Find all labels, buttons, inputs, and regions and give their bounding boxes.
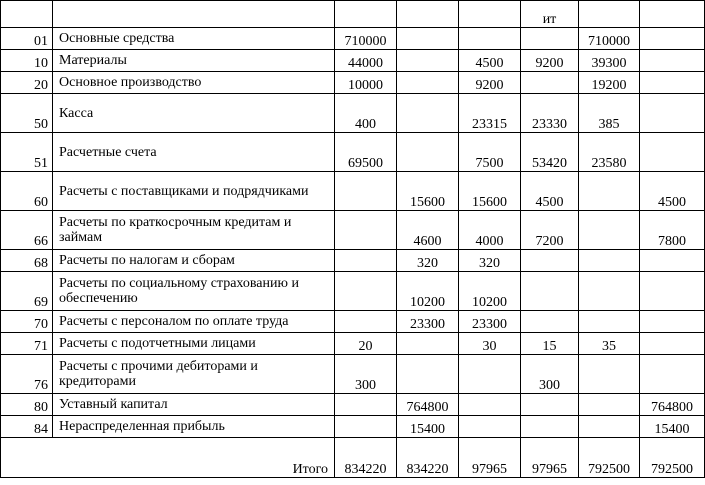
header-cell-3 bbox=[459, 1, 521, 28]
amount-cell-2: 10200 bbox=[397, 272, 459, 311]
account-code: 01 bbox=[1, 28, 53, 50]
account-code: 66 bbox=[1, 211, 53, 250]
account-code: 10 bbox=[1, 50, 53, 72]
table-row bbox=[1, 211, 705, 250]
total-amount-2: 834220 bbox=[397, 438, 459, 478]
amount-cell-1 bbox=[335, 394, 397, 416]
amount-cell-5: 23580 bbox=[579, 133, 640, 172]
table-row bbox=[1, 50, 705, 72]
table-row bbox=[1, 333, 705, 355]
amount-cell-1: 400 bbox=[335, 94, 397, 133]
amount-cell-2 bbox=[397, 72, 459, 94]
amount-cell-6 bbox=[640, 355, 705, 394]
amount-cell-4 bbox=[521, 28, 579, 50]
amount-cell-1 bbox=[335, 250, 397, 272]
amount-cell-2 bbox=[397, 50, 459, 72]
total-amount-5: 792500 bbox=[579, 438, 640, 478]
amount-cell-6: 7800 bbox=[640, 211, 705, 250]
amount-cell-2: 15600 bbox=[397, 172, 459, 211]
amount-cell-4 bbox=[521, 72, 579, 94]
amount-cell-1: 10000 bbox=[335, 72, 397, 94]
amount-cell-2: 23300 bbox=[397, 311, 459, 333]
total-amount-1: 834220 bbox=[335, 438, 397, 478]
account-code: 80 bbox=[1, 394, 53, 416]
header-cell-2 bbox=[397, 1, 459, 28]
amount-cell-1 bbox=[335, 311, 397, 333]
amount-cell-5: 385 bbox=[579, 94, 640, 133]
amount-cell-6 bbox=[640, 28, 705, 50]
account-code: 76 bbox=[1, 355, 53, 394]
amount-cell-3 bbox=[459, 355, 521, 394]
table-row bbox=[1, 355, 705, 394]
amount-cell-6 bbox=[640, 133, 705, 172]
amount-cell-5 bbox=[579, 272, 640, 311]
amount-cell-5: 39300 bbox=[579, 50, 640, 72]
total-amount-3: 97965 bbox=[459, 438, 521, 478]
table-row bbox=[1, 172, 705, 211]
amount-cell-1: 300 bbox=[335, 355, 397, 394]
total-label: Итого bbox=[1, 438, 335, 478]
table-row bbox=[1, 133, 705, 172]
amount-cell-1 bbox=[335, 416, 397, 438]
amount-cell-5: 35 bbox=[579, 333, 640, 355]
account-name: Расчеты с поставщиками и подрядчиками bbox=[53, 172, 335, 211]
table-header-row bbox=[1, 1, 705, 28]
amount-cell-3: 9200 bbox=[459, 72, 521, 94]
account-code: 50 bbox=[1, 94, 53, 133]
amount-cell-6: 4500 bbox=[640, 172, 705, 211]
amount-cell-4: 53420 bbox=[521, 133, 579, 172]
amount-cell-4: 4500 bbox=[521, 172, 579, 211]
amount-cell-5 bbox=[579, 416, 640, 438]
table-row bbox=[1, 272, 705, 311]
amount-cell-2 bbox=[397, 333, 459, 355]
amount-cell-4: 7200 bbox=[521, 211, 579, 250]
amount-cell-5 bbox=[579, 250, 640, 272]
amount-cell-6: 764800 bbox=[640, 394, 705, 416]
amount-cell-6 bbox=[640, 72, 705, 94]
account-name: Нераспределенная прибыль bbox=[53, 416, 335, 438]
account-name: Касса bbox=[53, 94, 335, 133]
amount-cell-4: 23330 bbox=[521, 94, 579, 133]
table-row bbox=[1, 250, 705, 272]
amount-cell-3: 4500 bbox=[459, 50, 521, 72]
amount-cell-4 bbox=[521, 394, 579, 416]
amount-cell-2 bbox=[397, 28, 459, 50]
account-name: Основные средства bbox=[53, 28, 335, 50]
total-amount-6: 792500 bbox=[640, 438, 705, 478]
account-name: Расчеты по налогам и сборам bbox=[53, 250, 335, 272]
account-code: 69 bbox=[1, 272, 53, 311]
amount-cell-2: 320 bbox=[397, 250, 459, 272]
account-name: Материалы bbox=[53, 50, 335, 72]
amount-cell-3: 23315 bbox=[459, 94, 521, 133]
account-name: Расчеты с прочими дебиторами и кредиторами bbox=[53, 355, 335, 394]
table-row bbox=[1, 394, 705, 416]
amount-cell-5 bbox=[579, 172, 640, 211]
amount-cell-3 bbox=[459, 394, 521, 416]
amount-cell-3: 4000 bbox=[459, 211, 521, 250]
amount-cell-6 bbox=[640, 94, 705, 133]
table-row bbox=[1, 72, 705, 94]
table-row bbox=[1, 28, 705, 50]
account-name: Основное производство bbox=[53, 72, 335, 94]
amount-cell-1: 20 bbox=[335, 333, 397, 355]
header-cell-code bbox=[1, 1, 53, 28]
amount-cell-6 bbox=[640, 50, 705, 72]
header-cell-1 bbox=[335, 1, 397, 28]
amount-cell-3: 23300 bbox=[459, 311, 521, 333]
amount-cell-1 bbox=[335, 211, 397, 250]
account-name: Уставный капитал bbox=[53, 394, 335, 416]
amount-cell-1: 44000 bbox=[335, 50, 397, 72]
amount-cell-3: 7500 bbox=[459, 133, 521, 172]
account-code: 20 bbox=[1, 72, 53, 94]
total-amount-4: 97965 bbox=[521, 438, 579, 478]
account-name: Расчеты с персоналом по оплате труда bbox=[53, 311, 335, 333]
account-name: Расчетные счета bbox=[53, 133, 335, 172]
amount-cell-1: 710000 bbox=[335, 28, 397, 50]
account-name: Расчеты по социальному страхованию и обеспечению bbox=[53, 272, 335, 311]
account-name: Расчеты с подотчетными лицами bbox=[53, 333, 335, 355]
amount-cell-1: 69500 bbox=[335, 133, 397, 172]
account-code: 68 bbox=[1, 250, 53, 272]
account-code: 70 bbox=[1, 311, 53, 333]
amount-cell-2 bbox=[397, 133, 459, 172]
amount-cell-5 bbox=[579, 355, 640, 394]
amount-cell-5: 710000 bbox=[579, 28, 640, 50]
table-row bbox=[1, 311, 705, 333]
amount-cell-4: 300 bbox=[521, 355, 579, 394]
amount-cell-2: 15400 bbox=[397, 416, 459, 438]
amount-cell-4: 15 bbox=[521, 333, 579, 355]
header-cell-5 bbox=[579, 1, 640, 28]
amount-cell-5 bbox=[579, 211, 640, 250]
amount-cell-1 bbox=[335, 172, 397, 211]
amount-cell-4: 9200 bbox=[521, 50, 579, 72]
amount-cell-6: 15400 bbox=[640, 416, 705, 438]
amount-cell-4 bbox=[521, 311, 579, 333]
header-cell-6 bbox=[640, 1, 705, 28]
table-row bbox=[1, 94, 705, 133]
amount-cell-4 bbox=[521, 272, 579, 311]
account-code: 51 bbox=[1, 133, 53, 172]
amount-cell-4 bbox=[521, 250, 579, 272]
amount-cell-2: 4600 bbox=[397, 211, 459, 250]
amount-cell-6 bbox=[640, 311, 705, 333]
amount-cell-3 bbox=[459, 416, 521, 438]
amount-cell-3 bbox=[459, 28, 521, 50]
amount-cell-5 bbox=[579, 311, 640, 333]
account-code: 84 bbox=[1, 416, 53, 438]
account-code: 71 bbox=[1, 333, 53, 355]
header-cell-4: ит bbox=[521, 1, 579, 28]
amount-cell-5: 19200 bbox=[579, 72, 640, 94]
amount-cell-1 bbox=[335, 272, 397, 311]
amount-cell-2: 764800 bbox=[397, 394, 459, 416]
amount-cell-2 bbox=[397, 94, 459, 133]
amount-cell-6 bbox=[640, 333, 705, 355]
table-row bbox=[1, 416, 705, 438]
account-name: Расчеты по краткосрочным кредитам и займам bbox=[53, 211, 335, 250]
amount-cell-4 bbox=[521, 416, 579, 438]
total-row bbox=[1, 438, 705, 478]
amount-cell-6 bbox=[640, 272, 705, 311]
amount-cell-5 bbox=[579, 394, 640, 416]
amount-cell-2 bbox=[397, 355, 459, 394]
account-code: 60 bbox=[1, 172, 53, 211]
amount-cell-6 bbox=[640, 250, 705, 272]
header-cell-name bbox=[53, 1, 335, 28]
amount-cell-3: 10200 bbox=[459, 272, 521, 311]
amount-cell-3: 30 bbox=[459, 333, 521, 355]
amount-cell-3: 320 bbox=[459, 250, 521, 272]
amount-cell-3: 15600 bbox=[459, 172, 521, 211]
